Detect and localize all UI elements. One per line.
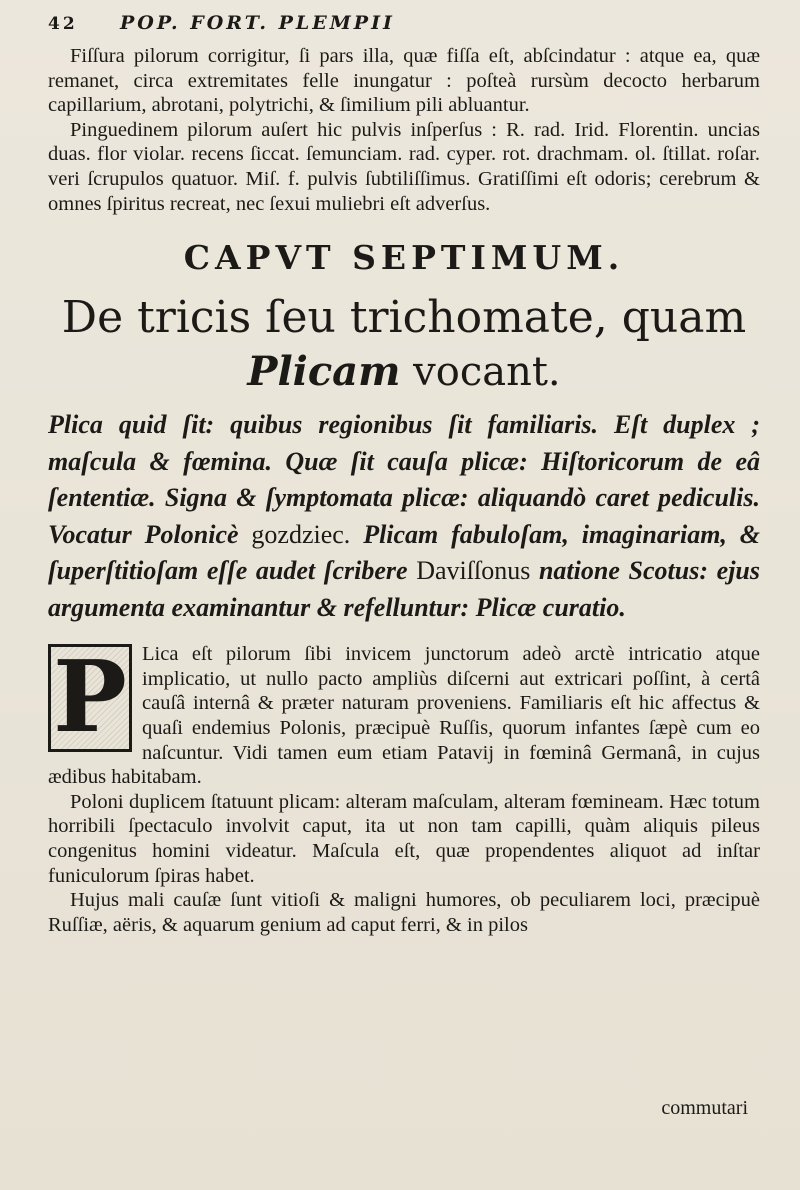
page-number: 42 <box>48 14 78 34</box>
chapter-summary <box>48 407 760 626</box>
chapter-title-line1: De tricis ſeu trichomate, quam <box>61 292 747 344</box>
paragraph-fissura: Fiſſura pilorum corrigitur, ſi pars illa, quæ fiſſa eſt, abſcindatur : atque ea, quæ remanet, circa extremitates felle inungatur : poſteà rursùm decocto herbarum capillarium, abrotani, polytrichi, & ſimilium pili abluantur. <box>48 45 760 117</box>
summary-author: Daviſſonus <box>416 556 531 586</box>
catchword: commutari <box>661 1097 748 1119</box>
summary-polish-word: gozdziec. <box>251 519 351 549</box>
running-head <box>48 12 760 44</box>
initial-letter-p: P <box>48 644 132 752</box>
chapter-heading: CAPVT SEPTIMUM. <box>183 238 625 278</box>
summary-part-3: natione Scotus: ejus argumenta examinantur & refelluntur: Plicæ curatio. <box>48 556 760 622</box>
running-title: POP. FORT. PLEMPII <box>120 12 395 34</box>
chapter-title-plicam: Plicam <box>247 348 401 396</box>
chapter-body <box>48 642 760 937</box>
chapter-title-line2 <box>48 345 760 399</box>
summary-part-1: Plica quid ſit: quibus regionibus ſit familiaris. Eſt duplex ; maſcula & fœmina. Quæ ſit cauſa plicæ: Hiſtoricorum de eâ ſententiæ. Signa & ſymptomata plicæ: aliquandò caret pediculis. Vocatur Polonicè <box>48 410 760 549</box>
paragraph-plica-definition: Lica eſt pilorum ſibi invicem junctorum adeò arctè intricatio atque implicatio, ut nullo pacto ampliùs diſcerni aut extricari poſſint, à certâ cauſâ internâ & præter naturam proveniens. Familiaris eſt hic affectus & quaſi endemius Polonis, præcipuè Ruſſis, quorum infantes ſæpè cum eo naſcuntur. Vidi tamen eum etiam Patavij in fœminâ Germanâ, in cujus ædibus habitabam. <box>48 643 760 789</box>
chapter-title-vocant: vocant. <box>413 349 561 396</box>
paragraph-causae: Hujus mali cauſæ ſunt vitioſi & maligni humores, ob peculiarem loci, præcipuè Ruſſiæ, aëris, & aquarum genium ad caput ferri, & in pilos <box>48 889 760 936</box>
paragraph-pinguedinem: Pinguedinem pilorum auſert hic pulvis inſperſus : R. rad. Irid. Florentin. uncias duas. flor violar. recens ſiccat. ſemunciam. rad. cyper. rot. drachmam. ol. ſtillat. roſar. veri ſcrupulos quatuor. Miſ. f. pulvis ſubtiliſſimus. Gratiſſimi eſt odoris; cerebrum & omnes ſpiritus recreat, nec ſexui muliebri eſt adverſus. <box>48 118 760 215</box>
paragraph-poloni: Poloni duplicem ſtatuunt plicam: alteram maſculam, alteram fœmineam. Hæc totum horribili ſpectaculo involvit caput, ita ut non tam capilli, quàm aliquis pileus congenitus homini videatur. Maſcula eſt, quæ propendentes aliquot ad inſtar funiculorum ſpiras habet. <box>48 790 760 887</box>
summary-part-2: Plicam fabuloſam, imaginariam, & ſuperſtitioſam eſſe audet ſcribere <box>48 519 761 586</box>
